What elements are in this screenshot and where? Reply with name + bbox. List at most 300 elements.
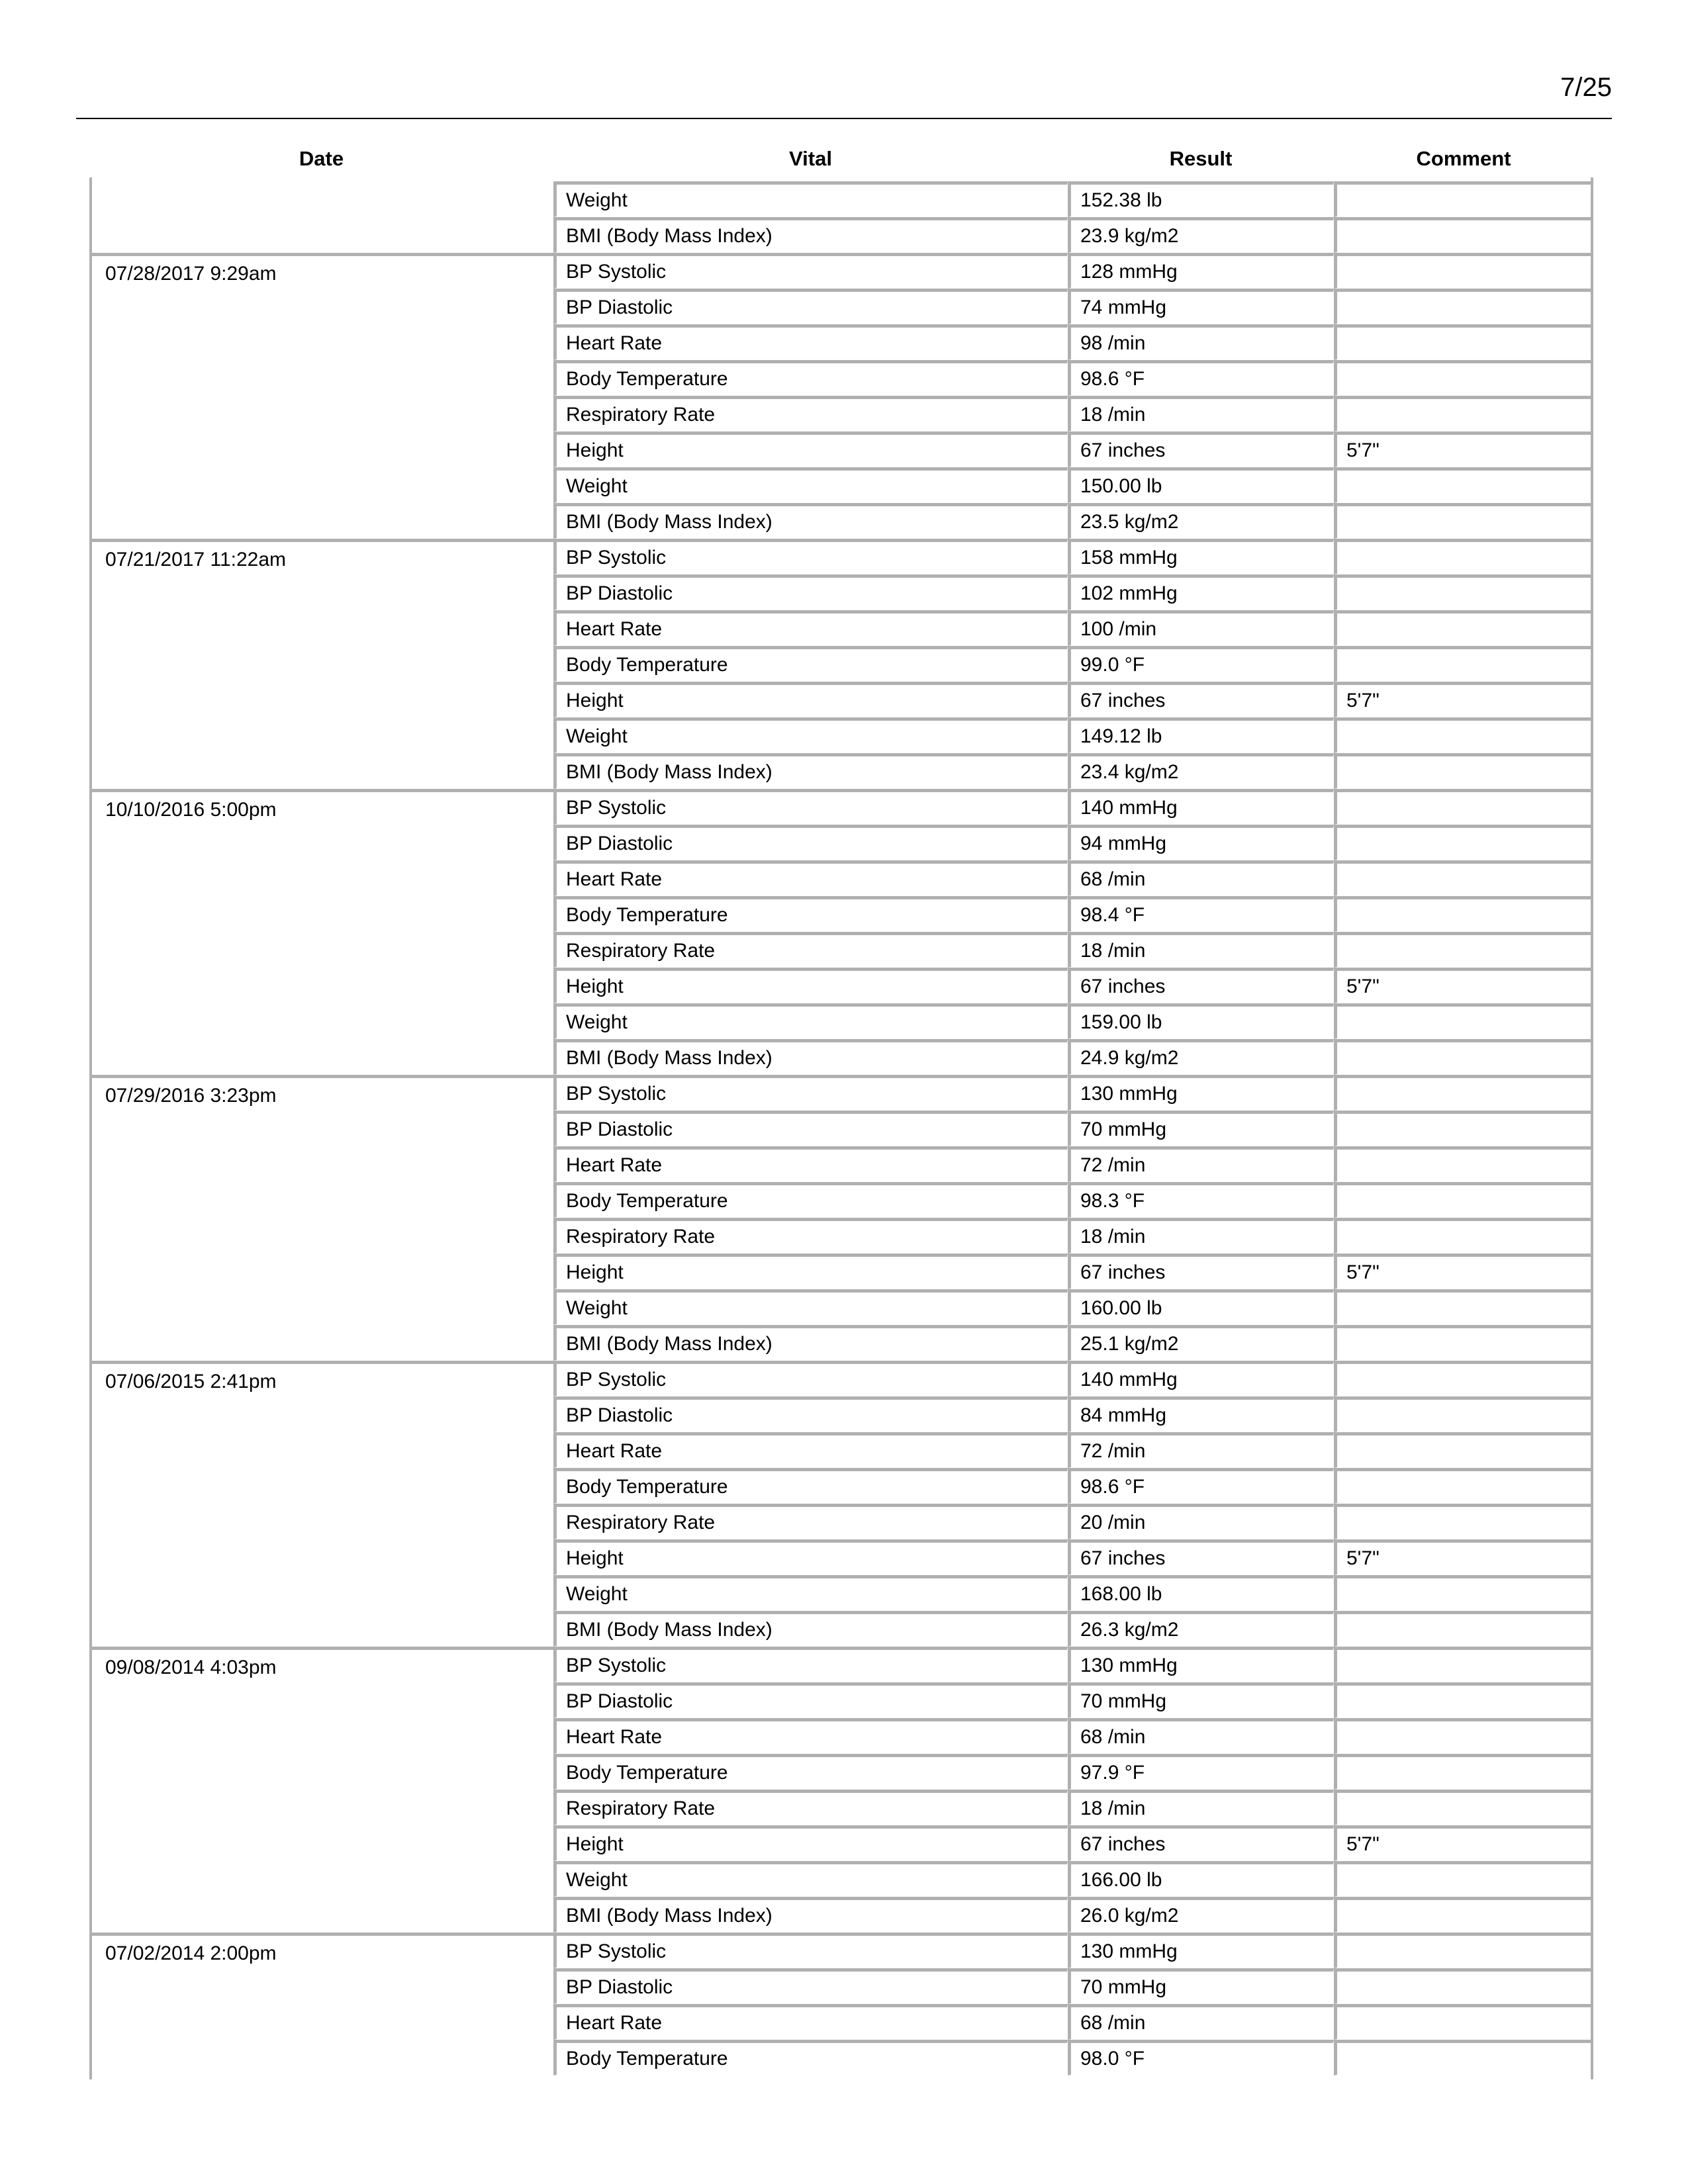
cell-vital: BMI (Body Mass Index)	[553, 1611, 1068, 1647]
cell-result: 149.12 lb	[1068, 717, 1334, 753]
cell-date	[89, 1396, 553, 1432]
cell-date	[89, 646, 553, 682]
cell-vital: Height	[553, 682, 1068, 717]
cell-result: 70 mmHg	[1068, 1682, 1334, 1718]
cell-result: 70 mmHg	[1068, 1968, 1334, 2004]
cell-comment	[1334, 717, 1593, 753]
cell-date	[89, 289, 553, 324]
table-row	[89, 396, 1593, 432]
cell-result: 98.3 °F	[1068, 1182, 1334, 1218]
date-text	[105, 1541, 553, 1546]
date-text	[105, 1791, 553, 1796]
cell-comment	[1334, 2040, 1593, 2075]
table-row	[89, 1253, 1593, 1289]
cell-date	[89, 610, 553, 646]
cell-date	[89, 1182, 553, 1218]
cell-result: 24.9 kg/m2	[1068, 1039, 1334, 1075]
table-row	[89, 217, 1593, 253]
cell-result: 20 /min	[1068, 1504, 1334, 1539]
cell-date	[89, 1897, 553, 1933]
cell-vital: Body Temperature	[553, 360, 1068, 396]
table-row	[89, 646, 1593, 682]
cell-date	[89, 539, 553, 574]
cell-comment	[1334, 324, 1593, 360]
table-row	[89, 1825, 1593, 1861]
cell-result: 72 /min	[1068, 1432, 1334, 1468]
cell-vital: Respiratory Rate	[553, 932, 1068, 968]
cell-vital: Heart Rate	[553, 860, 1068, 896]
table-row	[89, 1396, 1593, 1432]
table-row	[89, 574, 1593, 610]
table-row	[89, 610, 1593, 646]
cell-comment: 5'7"	[1334, 682, 1593, 717]
date-text	[105, 933, 553, 938]
cell-vital: Heart Rate	[553, 610, 1068, 646]
table-row	[89, 1754, 1593, 1790]
date-text: 07/28/2017 9:29am	[105, 263, 277, 285]
cell-vital: Respiratory Rate	[553, 396, 1068, 432]
cell-date	[89, 1504, 553, 1539]
cell-vital: Body Temperature	[553, 2040, 1068, 2075]
date-text	[105, 1576, 553, 1582]
cell-date	[89, 932, 553, 968]
cell-result: 72 /min	[1068, 1146, 1334, 1182]
table-row	[89, 1075, 1593, 1111]
cell-date	[89, 1575, 553, 1611]
cell-vital: BMI (Body Mass Index)	[553, 1325, 1068, 1361]
cell-comment: 5'7"	[1334, 1539, 1593, 1575]
cell-date	[89, 1718, 553, 1754]
cell-comment: 5'7"	[1334, 1253, 1593, 1289]
date-text	[105, 218, 553, 224]
date-text	[105, 897, 553, 903]
cell-comment	[1334, 1146, 1593, 1182]
cell-result: 67 inches	[1068, 1825, 1334, 1861]
cell-result: 18 /min	[1068, 396, 1334, 432]
cell-date	[89, 1039, 553, 1075]
date-text	[105, 1148, 553, 1153]
table-left-frame-border	[89, 177, 92, 2079]
table-row	[89, 1682, 1593, 1718]
cell-result: 18 /min	[1068, 932, 1334, 968]
cell-comment	[1334, 539, 1593, 574]
cell-result: 130 mmHg	[1068, 1075, 1334, 1111]
cell-vital: Weight	[553, 181, 1068, 217]
table-row	[89, 1146, 1593, 1182]
cell-vital: BP Systolic	[553, 1075, 1068, 1111]
cell-vital: Weight	[553, 1861, 1068, 1897]
cell-result: 140 mmHg	[1068, 789, 1334, 825]
date-text	[105, 1970, 553, 1975]
cell-result: 68 /min	[1068, 1718, 1334, 1754]
date-text	[105, 2041, 553, 2046]
cell-result: 100 /min	[1068, 610, 1334, 646]
cell-comment	[1334, 753, 1593, 789]
cell-date	[89, 717, 553, 753]
date-text: 09/08/2014 4:03pm	[105, 1657, 277, 1678]
date-text	[105, 1040, 553, 1046]
table-row	[89, 467, 1593, 503]
vitals-table-wrapper	[89, 147, 1593, 2075]
cell-comment	[1334, 932, 1593, 968]
cell-vital: Body Temperature	[553, 646, 1068, 682]
cell-result: 130 mmHg	[1068, 1933, 1334, 1968]
cell-comment	[1334, 789, 1593, 825]
cell-date	[89, 1003, 553, 1039]
column-header-comment: Comment	[1416, 147, 1511, 170]
cell-vital: BP Diastolic	[553, 289, 1068, 324]
cell-comment	[1334, 1754, 1593, 1790]
cell-comment	[1334, 1682, 1593, 1718]
cell-result: 98.6 °F	[1068, 1468, 1334, 1504]
date-text	[105, 1827, 553, 1832]
cell-result: 18 /min	[1068, 1790, 1334, 1825]
table-row	[89, 1325, 1593, 1361]
table-row	[89, 1897, 1593, 1933]
date-text	[105, 826, 553, 831]
cell-date	[89, 1468, 553, 1504]
cell-result: 67 inches	[1068, 432, 1334, 467]
cell-date	[89, 2004, 553, 2040]
cell-comment	[1334, 1361, 1593, 1396]
cell-date	[89, 181, 553, 217]
cell-result: 67 inches	[1068, 1539, 1334, 1575]
cell-vital: BP Systolic	[553, 1361, 1068, 1396]
table-row	[89, 1575, 1593, 1611]
cell-result: 168.00 lb	[1068, 1575, 1334, 1611]
cell-vital: Height	[553, 1825, 1068, 1861]
date-text	[105, 1612, 553, 1617]
cell-date	[89, 1754, 553, 1790]
cell-comment	[1334, 1003, 1593, 1039]
header-divider	[76, 118, 1612, 119]
cell-result: 26.0 kg/m2	[1068, 1897, 1334, 1933]
cell-date	[89, 1682, 553, 1718]
table-row	[89, 1790, 1593, 1825]
cell-vital: BP Systolic	[553, 1647, 1068, 1682]
cell-vital: BMI (Body Mass Index)	[553, 1897, 1068, 1933]
cell-comment: 5'7"	[1334, 1825, 1593, 1861]
table-row	[89, 1539, 1593, 1575]
cell-result: 23.5 kg/m2	[1068, 503, 1334, 539]
cell-vital: BMI (Body Mass Index)	[553, 1039, 1068, 1075]
cell-comment	[1334, 1218, 1593, 1253]
cell-date	[89, 1361, 553, 1396]
cell-date	[89, 1218, 553, 1253]
table-row	[89, 432, 1593, 467]
cell-date	[89, 1861, 553, 1897]
cell-date	[89, 1146, 553, 1182]
cell-date	[89, 1933, 553, 1968]
table-row	[89, 789, 1593, 825]
cell-result: 166.00 lb	[1068, 1861, 1334, 1897]
cell-result: 70 mmHg	[1068, 1111, 1334, 1146]
cell-date	[89, 1611, 553, 1647]
cell-comment: 5'7"	[1334, 968, 1593, 1003]
cell-comment	[1334, 1933, 1593, 1968]
date-text	[105, 719, 553, 724]
cell-vital: BP Diastolic	[553, 574, 1068, 610]
cell-comment	[1334, 1396, 1593, 1432]
cell-result: 74 mmHg	[1068, 289, 1334, 324]
cell-date	[89, 1790, 553, 1825]
cell-result: 23.4 kg/m2	[1068, 753, 1334, 789]
cell-vital: BP Systolic	[553, 789, 1068, 825]
cell-date	[89, 396, 553, 432]
cell-result: 128 mmHg	[1068, 253, 1334, 289]
cell-date	[89, 1325, 553, 1361]
cell-comment	[1334, 289, 1593, 324]
date-text	[105, 1433, 553, 1439]
table-row	[89, 1003, 1593, 1039]
cell-date	[89, 825, 553, 860]
cell-date	[89, 968, 553, 1003]
date-text	[105, 1719, 553, 1725]
table-row	[89, 253, 1593, 289]
date-text	[105, 683, 553, 688]
column-header-result: Result	[1169, 147, 1233, 170]
cell-result: 98.4 °F	[1068, 896, 1334, 932]
table-row	[89, 860, 1593, 896]
cell-comment	[1334, 1897, 1593, 1933]
cell-vital: BP Systolic	[553, 539, 1068, 574]
cell-result: 102 mmHg	[1068, 574, 1334, 610]
cell-comment	[1334, 1075, 1593, 1111]
cell-vital: Respiratory Rate	[553, 1218, 1068, 1253]
cell-vital: Body Temperature	[553, 1182, 1068, 1218]
date-text	[105, 969, 553, 974]
table-row	[89, 1111, 1593, 1146]
table-row	[89, 1933, 1593, 1968]
cell-date	[89, 467, 553, 503]
cell-date	[89, 217, 553, 253]
date-text	[105, 397, 553, 402]
cell-date	[89, 1075, 553, 1111]
cell-vital: BP Diastolic	[553, 1396, 1068, 1432]
cell-vital: Respiratory Rate	[553, 1504, 1068, 1539]
date-text	[105, 862, 553, 867]
cell-vital: BP Diastolic	[553, 1111, 1068, 1146]
date-text	[105, 1755, 553, 1760]
table-row	[89, 753, 1593, 789]
date-text: 10/10/2016 5:00pm	[105, 799, 277, 821]
cell-date	[89, 860, 553, 896]
cell-vital: Body Temperature	[553, 1754, 1068, 1790]
date-text	[105, 2005, 553, 2011]
cell-date	[89, 253, 553, 289]
cell-date	[89, 753, 553, 789]
table-row	[89, 825, 1593, 860]
table-row	[89, 1611, 1593, 1647]
cell-result: 159.00 lb	[1068, 1003, 1334, 1039]
vitals-table	[89, 147, 1593, 2075]
table-row	[89, 2040, 1593, 2075]
cell-result: 67 inches	[1068, 682, 1334, 717]
cell-vital: Height	[553, 1539, 1068, 1575]
table-row	[89, 539, 1593, 574]
cell-comment	[1334, 2004, 1593, 2040]
cell-comment	[1334, 396, 1593, 432]
cell-result: 99.0 °F	[1068, 646, 1334, 682]
cell-date	[89, 324, 553, 360]
table-row	[89, 1647, 1593, 1682]
cell-date	[89, 1647, 553, 1682]
date-text	[105, 1291, 553, 1296]
cell-comment	[1334, 181, 1593, 217]
date-text: 07/02/2014 2:00pm	[105, 1942, 277, 1964]
date-text	[105, 1684, 553, 1689]
date-text	[105, 361, 553, 367]
table-row	[89, 1182, 1593, 1218]
cell-result: 140 mmHg	[1068, 1361, 1334, 1396]
table-row	[89, 1968, 1593, 2004]
table-right-frame-border	[1591, 177, 1593, 2079]
cell-result: 67 inches	[1068, 1253, 1334, 1289]
date-text	[105, 183, 553, 188]
cell-vital: BP Systolic	[553, 253, 1068, 289]
date-text: 07/29/2016 3:23pm	[105, 1085, 277, 1107]
cell-vital: Weight	[553, 1289, 1068, 1325]
cell-date	[89, 682, 553, 717]
cell-result: 160.00 lb	[1068, 1289, 1334, 1325]
cell-comment	[1334, 217, 1593, 253]
cell-result: 150.00 lb	[1068, 467, 1334, 503]
cell-result: 94 mmHg	[1068, 825, 1334, 860]
cell-comment	[1334, 360, 1593, 396]
date-text	[105, 1112, 553, 1117]
table-row	[89, 1218, 1593, 1253]
cell-vital: Weight	[553, 1575, 1068, 1611]
table-row	[89, 1718, 1593, 1754]
table-row	[89, 181, 1593, 217]
cell-comment	[1334, 1325, 1593, 1361]
date-text	[105, 1398, 553, 1403]
date-text	[105, 433, 553, 438]
cell-result: 25.1 kg/m2	[1068, 1325, 1334, 1361]
cell-comment	[1334, 467, 1593, 503]
cell-result: 97.9 °F	[1068, 1754, 1334, 1790]
cell-result: 84 mmHg	[1068, 1396, 1334, 1432]
table-row	[89, 1432, 1593, 1468]
cell-date	[89, 896, 553, 932]
cell-result: 130 mmHg	[1068, 1647, 1334, 1682]
date-text	[105, 1255, 553, 1260]
cell-comment	[1334, 610, 1593, 646]
cell-vital: Heart Rate	[553, 1718, 1068, 1754]
cell-result: 23.9 kg/m2	[1068, 217, 1334, 253]
cell-comment	[1334, 1182, 1593, 1218]
cell-date	[89, 432, 553, 467]
cell-vital: BMI (Body Mass Index)	[553, 217, 1068, 253]
date-text: 07/21/2017 11:22am	[105, 549, 287, 570]
date-text	[105, 1898, 553, 1903]
cell-date	[89, 2040, 553, 2075]
cell-comment	[1334, 1039, 1593, 1075]
cell-vital: Weight	[553, 1003, 1068, 1039]
cell-vital: Height	[553, 968, 1068, 1003]
page-header	[76, 71, 1612, 124]
column-header-vital: Vital	[789, 147, 832, 170]
date-text	[105, 1862, 553, 1868]
cell-comment	[1334, 860, 1593, 896]
cell-date	[89, 360, 553, 396]
table-row	[89, 896, 1593, 932]
cell-date	[89, 1539, 553, 1575]
cell-result: 152.38 lb	[1068, 181, 1334, 217]
cell-vital: Heart Rate	[553, 1146, 1068, 1182]
table-row	[89, 968, 1593, 1003]
date-text	[105, 612, 553, 617]
cell-vital: Heart Rate	[553, 324, 1068, 360]
cell-vital: Heart Rate	[553, 2004, 1068, 2040]
cell-date	[89, 1968, 553, 2004]
cell-comment	[1334, 574, 1593, 610]
date-text	[105, 1326, 553, 1332]
table-row	[89, 289, 1593, 324]
cell-comment	[1334, 1575, 1593, 1611]
cell-comment	[1334, 1647, 1593, 1682]
table-row	[89, 1361, 1593, 1396]
cell-comment	[1334, 1611, 1593, 1647]
table-row	[89, 1861, 1593, 1897]
cell-result: 98.0 °F	[1068, 2040, 1334, 2075]
date-text	[105, 576, 553, 581]
cell-vital: Heart Rate	[553, 1432, 1068, 1468]
cell-result: 67 inches	[1068, 968, 1334, 1003]
cell-result: 98.6 °F	[1068, 360, 1334, 396]
cell-result: 98 /min	[1068, 324, 1334, 360]
table-header	[89, 147, 1593, 181]
cell-vital: Height	[553, 432, 1068, 467]
cell-comment	[1334, 896, 1593, 932]
cell-vital: Respiratory Rate	[553, 1790, 1068, 1825]
date-text: 07/06/2015 2:41pm	[105, 1371, 277, 1392]
cell-date	[89, 1432, 553, 1468]
date-text	[105, 647, 553, 653]
cell-vital: BMI (Body Mass Index)	[553, 503, 1068, 539]
cell-comment	[1334, 1468, 1593, 1504]
cell-vital: Body Temperature	[553, 1468, 1068, 1504]
cell-vital: BP Diastolic	[553, 825, 1068, 860]
cell-comment	[1334, 646, 1593, 682]
cell-comment	[1334, 1968, 1593, 2004]
date-text	[105, 504, 553, 510]
table-row	[89, 360, 1593, 396]
table-body	[89, 181, 1593, 2075]
cell-comment	[1334, 1504, 1593, 1539]
cell-comment: 5'7"	[1334, 432, 1593, 467]
table-row	[89, 682, 1593, 717]
cell-comment	[1334, 1432, 1593, 1468]
cell-result: 68 /min	[1068, 2004, 1334, 2040]
page-number: 7/25	[1560, 73, 1612, 102]
cell-result: 68 /min	[1068, 860, 1334, 896]
cell-comment	[1334, 503, 1593, 539]
cell-comment	[1334, 1790, 1593, 1825]
date-text	[105, 290, 553, 295]
cell-vital: Weight	[553, 467, 1068, 503]
date-text	[105, 754, 553, 760]
cell-result: 158 mmHg	[1068, 539, 1334, 574]
cell-result: 26.3 kg/m2	[1068, 1611, 1334, 1647]
cell-comment	[1334, 1718, 1593, 1754]
cell-vital: Weight	[553, 717, 1068, 753]
cell-vital: Height	[553, 1253, 1068, 1289]
column-header-date: Date	[299, 147, 344, 170]
cell-comment	[1334, 253, 1593, 289]
date-text	[105, 1505, 553, 1510]
table-row	[89, 2004, 1593, 2040]
